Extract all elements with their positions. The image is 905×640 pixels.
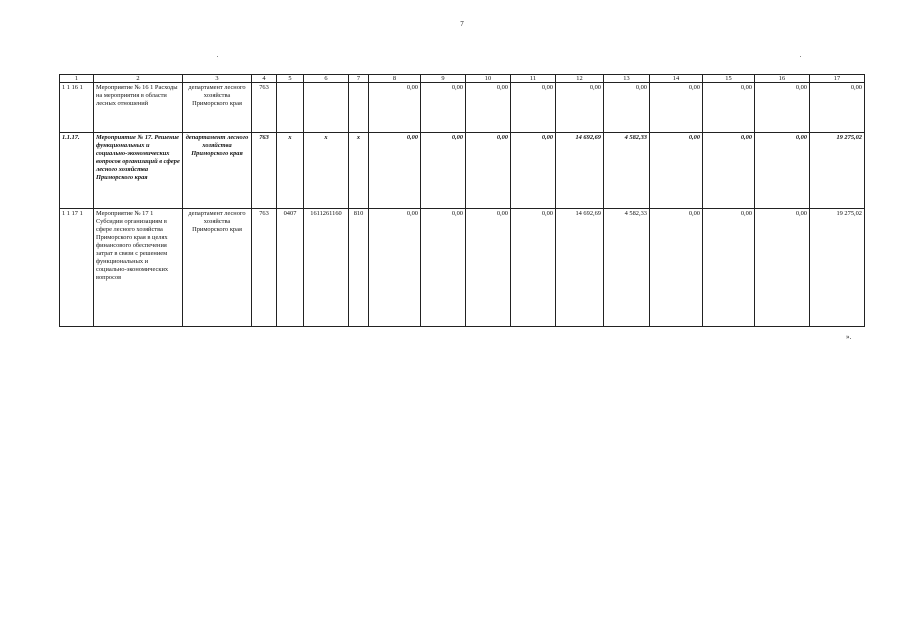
cell-col11: 0,00 bbox=[511, 83, 556, 133]
column-header: 4 bbox=[252, 75, 277, 83]
row-name: Мероприятие № 16 1 Расходы на мероприятия в области лесных отношений bbox=[94, 83, 183, 133]
row-code: 1 1 17 1 bbox=[60, 209, 94, 327]
cell-col17: 19 275,02 bbox=[810, 133, 865, 209]
cell-col8: 0,00 bbox=[369, 209, 421, 327]
cell-col17: 19 275,02 bbox=[810, 209, 865, 327]
column-header: 17 bbox=[810, 75, 865, 83]
cell-col7: х bbox=[349, 133, 369, 209]
cell-col14: 0,00 bbox=[650, 209, 703, 327]
cell-col7 bbox=[349, 83, 369, 133]
row-executor: департамент лесного хозяйства Приморского края bbox=[183, 83, 252, 133]
table-row bbox=[60, 133, 865, 209]
cell-col16: 0,00 bbox=[755, 133, 810, 209]
table-row bbox=[60, 209, 865, 327]
row-name: Мероприятие № 17. Решение функциональных и социально-экономических вопросов организаций в сфере лесного хозяйства Приморского края bbox=[94, 133, 183, 209]
cell-col13: 4 582,33 bbox=[604, 133, 650, 209]
cell-col17: 0,00 bbox=[810, 83, 865, 133]
cell-col5: х bbox=[277, 133, 304, 209]
cell-col16: 0,00 bbox=[755, 209, 810, 327]
column-header: 7 bbox=[349, 75, 369, 83]
header-row bbox=[60, 75, 865, 83]
column-header: 1 bbox=[60, 75, 94, 83]
column-header: 6 bbox=[304, 75, 349, 83]
scan-dot bbox=[217, 56, 218, 57]
column-header: 12 bbox=[556, 75, 604, 83]
scan-dot bbox=[800, 56, 801, 57]
cell-col10: 0,00 bbox=[466, 209, 511, 327]
budget-table bbox=[59, 74, 865, 327]
cell-col15: 0,00 bbox=[703, 209, 755, 327]
cell-col4: 763 bbox=[252, 209, 277, 327]
cell-col13: 4 582,33 bbox=[604, 209, 650, 327]
cell-col9: 0,00 bbox=[421, 133, 466, 209]
table-row bbox=[60, 83, 865, 133]
cell-col15: 0,00 bbox=[703, 83, 755, 133]
cell-col8: 0,00 bbox=[369, 133, 421, 209]
cell-col12: 14 692,69 bbox=[556, 133, 604, 209]
cell-col7: 810 bbox=[349, 209, 369, 327]
row-executor: департамент лесного хозяйства Приморского края bbox=[183, 133, 252, 209]
cell-col5 bbox=[277, 83, 304, 133]
column-header: 11 bbox=[511, 75, 556, 83]
cell-col10: 0,00 bbox=[466, 83, 511, 133]
cell-col9: 0,00 bbox=[421, 209, 466, 327]
cell-col11: 0,00 bbox=[511, 209, 556, 327]
row-code: 1 1 16 1 bbox=[60, 83, 94, 133]
cell-col6: 1611261160 bbox=[304, 209, 349, 327]
column-header: 16 bbox=[755, 75, 810, 83]
cell-col10: 0,00 bbox=[466, 133, 511, 209]
cell-col14: 0,00 bbox=[650, 83, 703, 133]
cell-col13: 0,00 bbox=[604, 83, 650, 133]
column-header: 9 bbox=[421, 75, 466, 83]
column-header: 5 bbox=[277, 75, 304, 83]
cell-col9: 0,00 bbox=[421, 83, 466, 133]
column-header: 3 bbox=[183, 75, 252, 83]
cell-col4: 763 bbox=[252, 83, 277, 133]
cell-col12: 0,00 bbox=[556, 83, 604, 133]
end-mark: ». bbox=[846, 333, 852, 341]
cell-col15: 0,00 bbox=[703, 133, 755, 209]
cell-col14: 0,00 bbox=[650, 133, 703, 209]
column-header: 15 bbox=[703, 75, 755, 83]
column-header: 8 bbox=[369, 75, 421, 83]
page-number: 7 bbox=[460, 20, 464, 28]
column-header: 10 bbox=[466, 75, 511, 83]
cell-col6 bbox=[304, 83, 349, 133]
column-header: 2 bbox=[94, 75, 183, 83]
cell-col11: 0,00 bbox=[511, 133, 556, 209]
cell-col12: 14 692,69 bbox=[556, 209, 604, 327]
cell-col4: 763 bbox=[252, 133, 277, 209]
row-executor: департамент лесного хозяйства Приморского края bbox=[183, 209, 252, 327]
cell-col16: 0,00 bbox=[755, 83, 810, 133]
row-code: 1.1.17. bbox=[60, 133, 94, 209]
column-header: 14 bbox=[650, 75, 703, 83]
cell-col8: 0,00 bbox=[369, 83, 421, 133]
cell-col6: х bbox=[304, 133, 349, 209]
cell-col5: 0407 bbox=[277, 209, 304, 327]
row-name: Мероприятие № 17 1 Субсидии организациям в сфере лесного хозяйства Приморского края в целях финансового обеспечения затрат в связи с решением функциональных и социально-экономических вопросов bbox=[94, 209, 183, 327]
column-header: 13 bbox=[604, 75, 650, 83]
